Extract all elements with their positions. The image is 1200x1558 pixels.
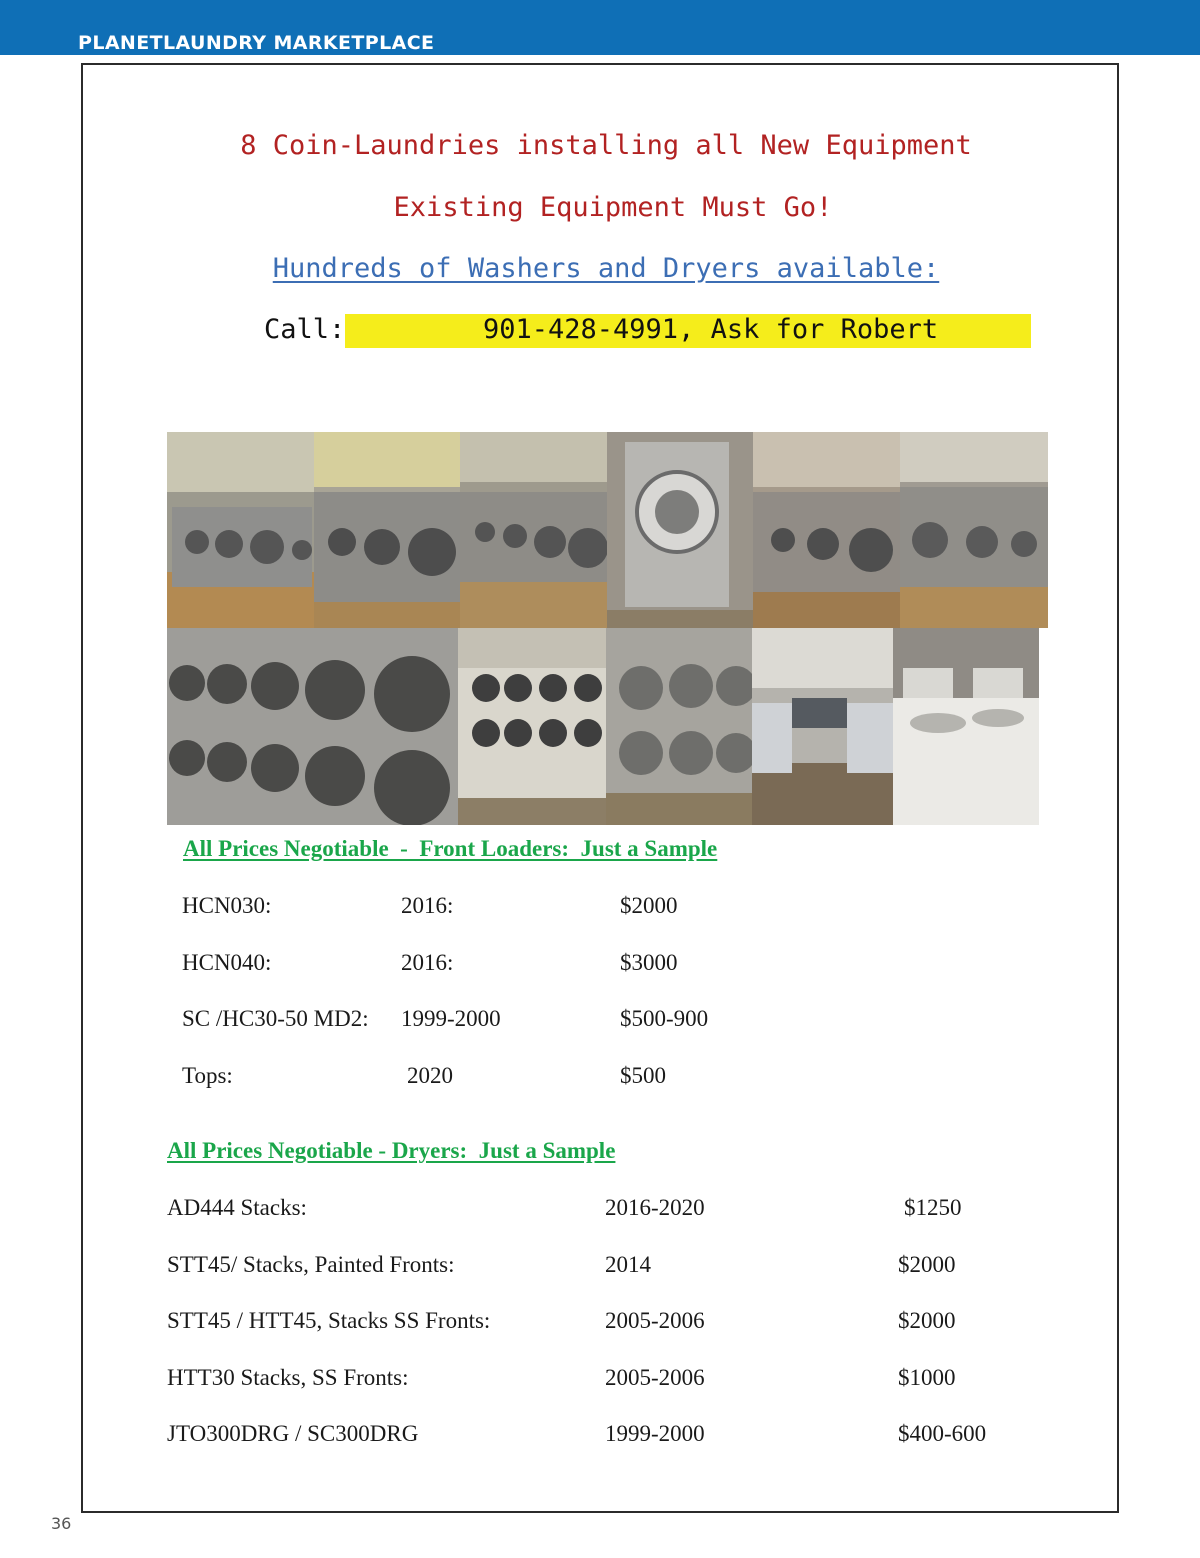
dryer-price: $400-600 — [898, 1421, 987, 1446]
dryer-model: AD444 Stacks: — [167, 1195, 307, 1220]
dryer-year: 2016-2020 — [605, 1195, 705, 1220]
ad-headline: 8 Coin-Laundries installing all New Equipment — [240, 130, 972, 161]
front-loader-year: 2016: — [401, 893, 454, 918]
dryer-stack-photo — [167, 628, 458, 825]
dryer-price: $1250 — [904, 1195, 962, 1220]
large-dryer-photo — [607, 432, 753, 628]
dryer-model: JTO300DRG / SC300DRG — [167, 1421, 419, 1446]
washer-row-photo — [753, 432, 900, 628]
header-bar — [0, 0, 1200, 55]
front-loader-model: SC /HC30-50 MD2: — [182, 1006, 369, 1031]
front-loader-price: $500-900 — [620, 1006, 709, 1031]
laundromat-interior-photo — [752, 628, 893, 825]
front-loaders-heading: All Prices Negotiable - Front Loaders: Just a Sample — [183, 836, 718, 861]
front-loader-model: Tops: — [182, 1063, 233, 1088]
ad-subheadline: Existing Equipment Must Go! — [393, 192, 833, 223]
dryer-stack-photo — [458, 628, 606, 825]
front-loader-price: $3000 — [620, 950, 678, 975]
washer-row-photo — [900, 432, 1048, 628]
top-loader-photo — [893, 628, 1039, 825]
front-loader-price: $500 — [620, 1063, 666, 1088]
call-label: Call: — [264, 314, 346, 345]
dryer-price: $2000 — [898, 1308, 956, 1333]
ad-availability-line: Hundreds of Washers and Dryers available: — [272, 253, 940, 284]
publication-title: PLANETLAUNDRY MARKETPLACE — [78, 32, 435, 54]
dryer-model: STT45/ Stacks, Painted Fronts: — [167, 1252, 455, 1277]
front-loader-model: HCN030: — [182, 893, 272, 918]
front-loader-model: HCN040: — [182, 950, 272, 975]
front-loader-price: $2000 — [620, 893, 678, 918]
front-loader-year: 1999-2000 — [401, 1006, 501, 1031]
dryer-year: 1999-2000 — [605, 1421, 705, 1446]
dryer-year: 2005-2006 — [605, 1308, 705, 1333]
washer-row-photo — [314, 432, 460, 628]
dryer-year: 2005-2006 — [605, 1365, 705, 1390]
washer-row-photo — [167, 432, 314, 628]
dryer-stack-photo — [606, 628, 752, 825]
dryer-model: STT45 / HTT45, Stacks SS Fronts: — [167, 1308, 491, 1333]
page-number: 36 — [51, 1514, 72, 1533]
dryer-price: $2000 — [898, 1252, 956, 1277]
front-loader-year: 2020 — [407, 1063, 453, 1088]
dryer-price: $1000 — [898, 1365, 956, 1390]
washer-row-photo — [460, 432, 607, 628]
dryers-heading: All Prices Negotiable - Dryers: Just a Sample — [167, 1138, 616, 1163]
dryer-model: HTT30 Stacks, SS Fronts: — [167, 1365, 409, 1390]
front-loader-year: 2016: — [401, 950, 454, 975]
phone-number: 901-428-4991, Ask for Robert — [483, 314, 939, 345]
dryer-year: 2014 — [605, 1252, 651, 1277]
